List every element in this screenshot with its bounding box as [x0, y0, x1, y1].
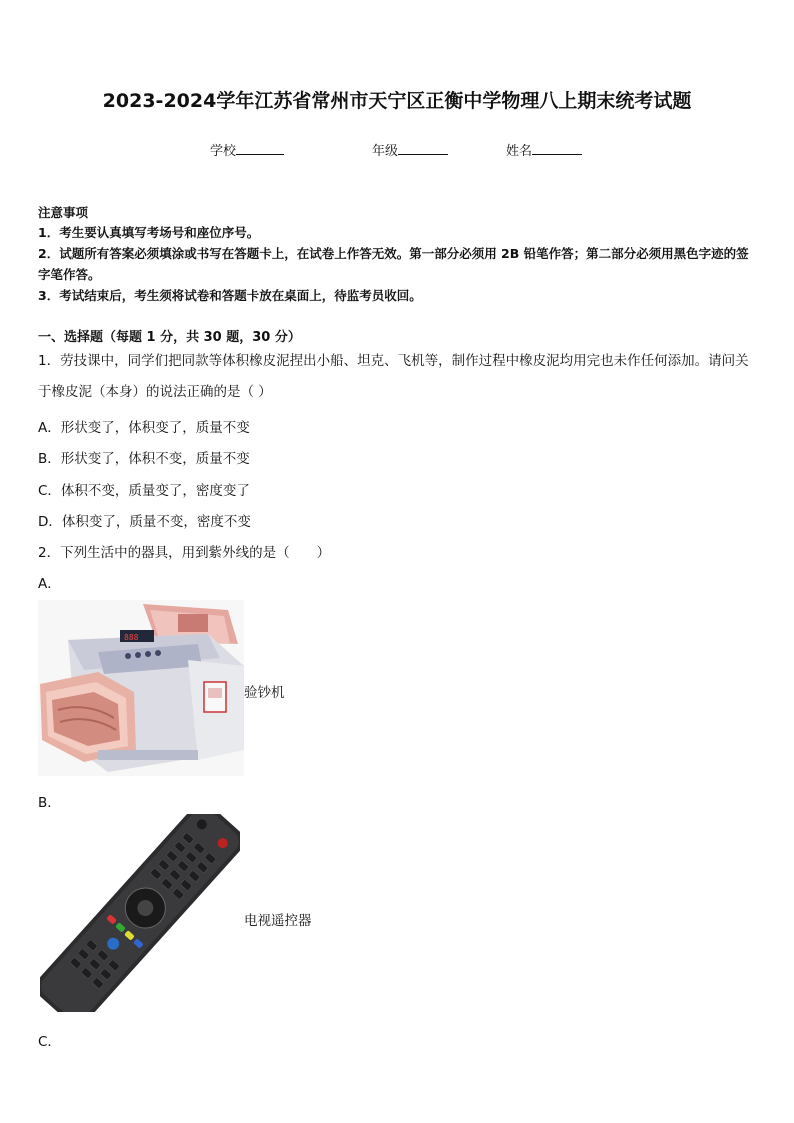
- question-1-option-c: C．体积不变，质量变了，密度变了: [38, 483, 250, 499]
- option-a-caption: 验钞机: [244, 685, 285, 701]
- currency-counter-image: [38, 600, 244, 776]
- name-label: 姓名: [506, 144, 533, 159]
- question-1-option-a: A．形状变了，体积变了，质量不变: [38, 420, 250, 436]
- name-field: [506, 140, 582, 159]
- grade-label: 年级: [372, 144, 399, 159]
- question-2-option-a: A．: [38, 576, 61, 592]
- question-2-option-c: C．: [38, 1034, 61, 1050]
- school-field: [210, 140, 284, 159]
- currency-counter-icon: [38, 600, 244, 776]
- school-blank[interactable]: [236, 142, 284, 155]
- notice-item-1: 1．考生要认真填写考场号和座位序号。: [38, 225, 260, 240]
- grade-field: [372, 140, 448, 159]
- notice-item-2: 2．试题所有答案必须填涂或书写在答题卡上，在试卷上作答无效。第一部分必须用 2B 铅笔作答；第二部分必须用黑色字迹的签字笔作答。: [38, 246, 749, 282]
- question-1-stem: 1．劳技课中，同学们把同款等体积橡皮泥捏出小船、坦克、飞机等，制作过程中橡皮泥均用完也未作任何添加。请问关于橡皮泥（本身）的说法正确的是（ ）: [38, 353, 749, 400]
- option-b-caption: 电视遥控器: [244, 913, 312, 929]
- name-blank[interactable]: [532, 142, 582, 155]
- notice-heading: 注意事项: [38, 205, 89, 220]
- tv-remote-icon: [40, 814, 240, 1012]
- question-1-option-d: D．体积变了，质量不变，密度不变: [38, 514, 251, 530]
- question-2-option-b: B．: [38, 795, 61, 811]
- notice-item-3: 3．考试结束后，考生须将试卷和答题卡放在桌面上，待监考员收回。: [38, 288, 422, 303]
- section-title: 一、选择题（每题 1 分，共 30 题，30 分）: [38, 330, 301, 345]
- question-1-option-b: B．形状变了，体积不变，质量不变: [38, 451, 250, 467]
- school-label: 学校: [210, 144, 237, 159]
- exam-title: 2023-2024学年江苏省常州市天宁区正衡中学物理八上期末统考试题: [102, 90, 692, 112]
- grade-blank[interactable]: [398, 142, 448, 155]
- question-2-stem: 2．下列生活中的器具，用到紫外线的是（ ）: [38, 545, 331, 561]
- tv-remote-image: [40, 814, 240, 1012]
- svg-text:888: 888: [124, 633, 139, 642]
